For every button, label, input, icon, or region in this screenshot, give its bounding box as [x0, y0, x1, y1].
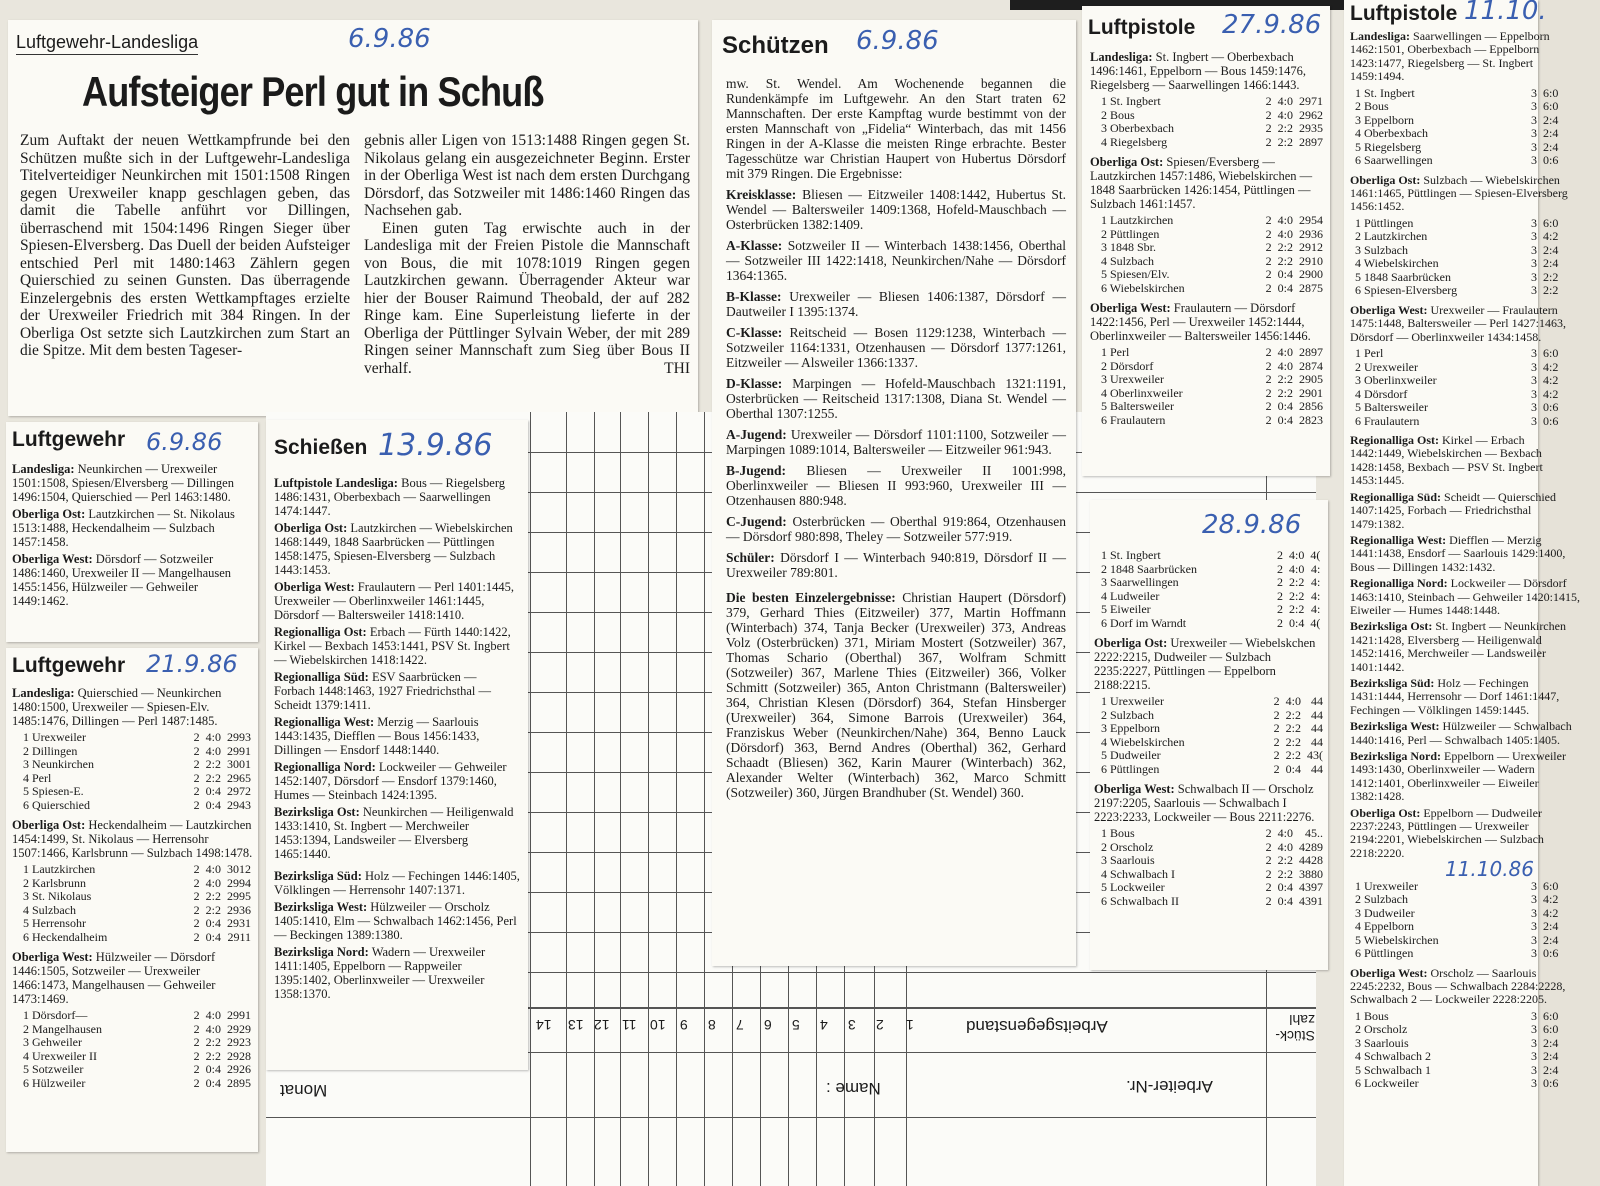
table-row: 1 St. Ingbert 2 4:0 4(: [1101, 548, 1321, 562]
result-paragraph: C-Klasse: Reitscheid — Bosen 1129:1238, Winterbach — Sotzweiler 1164:1331, Otzenhausen — Dörsdorf 1377:1261, Eitzweiler — Alsweiler 1366:1337.: [726, 325, 1066, 370]
handwritten-date: 28.9.86: [1202, 510, 1302, 540]
form-number: 13: [568, 1017, 584, 1033]
table-row: 1 Lautzkirchen 2 4:0 3012: [23, 862, 251, 876]
table-row: 2 Sulzbach 3 4:2: [1355, 892, 1559, 907]
table-row: 4 Urexweiler II 2 2:2 2928: [23, 1048, 251, 1063]
form-label-arbeiter-nr: Arbeiter-Nr.: [1126, 1077, 1213, 1096]
form-label-arbeitsgegenstand: Arbeitsgegenstand: [966, 1017, 1108, 1036]
article-column-2: [364, 132, 690, 378]
handwritten-date: 6.9.86: [146, 428, 223, 456]
result-paragraph: Oberliga Ost: Lautzkirchen — St. Nikolaus 1513:1488, Heckendalheim — Sulzbach 1457:1458.: [12, 507, 235, 549]
table-row: 3 Urexweiler 2 2:2 2905: [1101, 372, 1323, 386]
table-row: 4 Oberbexbach 3 2:4: [1355, 126, 1559, 141]
standings-table: [1098, 549, 1323, 630]
table-row: 4 Eppelborn 3 2:4: [1355, 919, 1559, 934]
form-number: 4: [820, 1017, 828, 1033]
standings-table: [1352, 1010, 1561, 1091]
clip-luftpistole-1: [1082, 6, 1330, 476]
result-paragraph: B-Klasse: Urexweiler — Bliesen 1406:1387, Dörsdorf — Dautweiler I 1395:1374.: [726, 289, 1066, 319]
form-number: 10: [650, 1017, 666, 1033]
form-number: 6: [764, 1017, 772, 1033]
clip-title: Luftpistole: [1088, 16, 1196, 39]
table-row: 6 Fraulautern 2 0:4 2823: [1101, 412, 1323, 427]
table-row: 1 Bous 2 4:0 45..: [1101, 826, 1323, 840]
result-paragraph: Regionalliga Ost: Erbach — Fürth 1440:1422, Kirkel — Bexbach 1453:1441, PSV St. Ingbert — Wiebelskirchen 1418:1422.: [274, 625, 511, 667]
form-number: 3: [848, 1017, 856, 1033]
table-row: 5 Dudweiler 2 2:2 43(: [1101, 748, 1323, 762]
table-row: 5 Sotzweiler 2 0:4 2926: [23, 1062, 251, 1076]
table-row: 6 Schwalbach II 2 0:4 4391: [1101, 893, 1323, 908]
handwritten-date: 6.9.86: [856, 26, 939, 56]
intro-paragraph: mw. St. Wendel. Am Wochenende begannen die Rundenkämpfe im Luftgewehr. An den Start traten 62 Mannschaften. Der erste Kampftag wurde bestimmt von der ersten Mannschaft von „Fidelia“ Winterbach, das mit 1456 Ringen in der A-Klasse die meisten Ringe erbrachte. Bester Tagesschütze war Christian Haupert von Hubertus Dörsdorf mit 379 Ringen. Die Ergebnisse:: [726, 76, 1066, 181]
table-row: 1 Dörsdorf— 2 4:0 2991: [23, 1008, 251, 1022]
table-row: 2 1848 Saarbrücken 2 4:0 4:: [1101, 561, 1321, 576]
article-column-2a: gebnis aller Ligen von 1513:1488 Ringen gegen St. Nikolaus gelang ein ausgezeichneter Beginn. Erster in der Oberliga West ist nach dem ersten Durchgang Dörsdorf, das Sotzweiler mit 1486:1460 Ringen das Nachsehen gab.: [364, 132, 690, 219]
form-number: 9: [680, 1017, 688, 1033]
handwritten-date: 13.9.86: [378, 428, 493, 463]
standings-table: [1352, 217, 1561, 298]
form-label-name: Name :: [826, 1079, 881, 1098]
table-row: 2 Sulzbach 2 2:2 44: [1101, 707, 1323, 722]
table-row: 6 Hülzweiler 2 0:4 2895: [23, 1075, 251, 1090]
table-row: 4 Perl 2 2:2 2965: [23, 770, 251, 785]
form-number: 14: [536, 1017, 552, 1033]
result-paragraph: Oberliga Ost: Lautzkirchen — Wiebelskirchen 1468:1449, 1848 Saarbrücken — Püttlingen 1458:1475, Spiesen-Elversberg — Sulzbach 1443:1453.: [274, 521, 513, 577]
standings-table: [1098, 346, 1326, 427]
table-row: 6 Püttlingen 2 0:4 44: [1101, 761, 1323, 776]
standings-table: [1098, 827, 1326, 908]
clip-luftgewehr-1: [6, 422, 258, 642]
article-kicker: Luftgewehr-Landesliga: [16, 32, 198, 55]
table-row: 6 Dorf im Warndt 2 0:4 4(: [1101, 615, 1321, 630]
result-paragraph: Regionalliga Nord: Lockweiler — Gehweiler 1452:1407, Dörsdorf — Ensdorf 1379:1460, Humes — Steinbach 1424:1395.: [274, 760, 507, 802]
table-row: 3 St. Nikolaus 2 2:2 2995: [23, 889, 251, 903]
table-row: 1 Püttlingen 3 6:0: [1355, 215, 1559, 230]
clip-results: Landesliga: St. Ingbert — Oberbexbach 1496:1461, Eppelborn — Bous 1459:1476, Riegelsberg — Saarwellingen 1466:1443. 1 St. Ingbert 2 4:0 2971 2 Bous 2 4:0 2962 3 Oberbexbach 2 2:2 2935 4 Riegelsberg 2 2:2 2897 Oberliga Ost: Spiesen/Eversberg — Lautzkirchen 1457:1486, Wiebelskirchen — 1848 Saarbrücken 1426:1454, Püttlingen — Sulzbach 1461:1457. 1 Lautzkirchen 2 4:0 2954 2 Püttlingen 2 4:0 2936 3 1848 Sbr. 2 2:2 2912 4 Sulzbach 2 2:2 2910 5 Spiesen/Elv. 2 0:4 2900 6 Wiebelskirchen 2 0:4 2875 Oberliga West: Fraulautern — Dörsdorf 1422:1456, Perl — Urexweiler 1452:1444, Oberlinxweiler — Baltersweiler 1456:1446. 1 Perl 2 4:0 2897 2 Dörsdorf 2 4:0 2874 3 Urexweiler 2 2:2 2905 4 Oberlinxweiler 2 2:2 2901 5 Baltersweiler 2 0:4 2856 6 Fraulautern 2 0:4 2823: [1090, 50, 1326, 433]
result-paragraph: Bezirksliga Ost: Neunkirchen — Heiligenwald 1433:1410, St. Ingbert — Merchweiler 1453:1394, Landsweiler — Elversberg 1465:1440.: [274, 805, 514, 861]
table-row: 1 Perl 2 4:0 2897: [1101, 345, 1323, 359]
result-paragraph: A-Klasse: Sotzweiler II — Winterbach 1438:1456, Oberthal — Sotzweiler III 1422:1418, Neunkirchen/Nahe — Dörsdorf 1364:1365.: [726, 238, 1066, 283]
table-row: 3 Eppelborn 3 2:4: [1355, 112, 1559, 127]
table-row: 3 Neunkirchen 2 2:2 3001: [23, 757, 251, 771]
form-number: 2: [876, 1017, 884, 1033]
form-number: 8: [708, 1017, 716, 1033]
article-author: THI: [664, 360, 690, 377]
table-row: 5 Spiesen-E. 2 0:4 2972: [23, 784, 251, 798]
clip-title: Luftgewehr: [12, 654, 126, 677]
result-paragraph: Schüler: Dörsdorf I — Winterbach 940:819, Dörsdorf II — Urexweiler 789:801.: [726, 550, 1066, 580]
table-row: 1 St. Ingbert 3 6:0: [1355, 85, 1559, 100]
form-label-monat: Monat: [280, 1081, 328, 1100]
table-row: 4 Sulzbach 2 2:2 2936: [23, 902, 251, 917]
clip-results: [12, 462, 252, 611]
best-results-paragraph: Die besten Einzelergebnisse: Christian Haupert (Dörsdorf) 379, Gerhard Thies (Eitzweiler) 377, Martin Hoffmann (Winterbach) 374, Tanja Becker (Urexweiler) 373, Andreas Volz (Osterbrücken) 371, Miriam Mostert (Sotzweiler) 367, Thomas Schario (Oberthal) 367, Wolfram Schmitt (Sotzweiler) 367, Marlene Thies (Eitzweiler) 366, Volker Schmitt (Sotzweiler) 365, Anton Christmann (Baltersweiler) 364, Christian Klesen (Dörsdorf) 364, Stefan Hinsberger (Urexweiler) 364, Simone Barrois (Urexweiler) 364, Franziskus Weber (Neunkirchen/Nahe) 364, Benno Lauck (Dörsdorf) 363, Bernd Andres (Oberthal) 362, Gerhard Schaadt (Bliesen) 362, Karin Maurer (Winterbach) 362, Alexander Welter (Winterbach) 362, Marco Schmitt (Sotzweiler) 360, Jürgen Brandhuber (St. Wendel) 360.: [726, 590, 1066, 800]
handwritten-date: 6.9.86: [348, 24, 431, 54]
table-row: 1 Urexweiler 2 4:0 2993: [23, 730, 251, 744]
result-paragraph: Luftpistole Landesliga: Bous — Riegelsberg 1486:1431, Oberbexbach — Saarwellingen 1474:1447.: [274, 476, 506, 518]
table-row: 2 Lautzkirchen 3 4:2: [1355, 229, 1559, 244]
table-row: 5 Baltersweiler 3 0:6: [1355, 400, 1559, 415]
handwritten-date: 11.10.: [1464, 0, 1547, 26]
table-row: 4 Schwalbach I 2 2:2 3880: [1101, 866, 1323, 881]
result-paragraph: Regionalliga West: Merzig — Saarlouis 1443:1435, Diefflen — Bous 1456:1433, Dillingen — Ensdorf 1448:1440.: [274, 715, 480, 757]
handwritten-date: 27.9.86: [1222, 10, 1322, 40]
result-paragraph: Bezirksliga Nord: Wadern — Urexweiler 1411:1405, Eppelborn — Rappweiler 1395:1402, Oberlinxweiler — Urexweiler 1358:1370.: [274, 945, 486, 1001]
standings-table: [1352, 87, 1561, 168]
table-row: 4 Sulzbach 2 2:2 2910: [1101, 253, 1323, 268]
table-row: 2 Püttlingen 2 4:0 2936: [1101, 226, 1323, 241]
result-paragraph: Bezirksliga West: Hülzweiler — Orscholz 1405:1410, Elm — Schwalbach 1462:1456, Perl — Beckingen 1389:1380.: [274, 900, 517, 942]
table-row: 3 1848 Sbr. 2 2:2 2912: [1101, 240, 1323, 254]
clip-title: Schießen: [274, 436, 368, 459]
clip-title: Luftgewehr: [12, 428, 126, 451]
table-row: 4 Dörsdorf 3 4:2: [1355, 386, 1559, 401]
result-paragraph: Oberliga West: Dörsdorf — Sotzweiler 1486:1460, Urexweiler II — Mangelhausen 1455:1456, Hülzweiler — Gehweiler 1449:1462.: [12, 552, 232, 608]
table-row: 4 Ludweiler 2 2:2 4:: [1101, 588, 1321, 603]
form-number: 7: [736, 1017, 744, 1033]
result-paragraph: C-Jugend: Osterbrücken — Oberthal 919:864, Otzenhausen — Dörsdorf 980:898, Theley — Sotzweiler 577:919.: [726, 514, 1066, 544]
table-row: 2 Orscholz 3 6:0: [1355, 1022, 1559, 1037]
table-row: 6 Heckendalheim 2 0:4 2911: [23, 929, 251, 944]
clip-title: Schützen: [722, 32, 829, 59]
table-row: 1 St. Ingbert 2 4:0 2971: [1101, 94, 1323, 108]
clip-results: 1 St. Ingbert 2 4:0 4( 2 1848 Saarbrücken 2 4:0 4: 3 Saarwellingen 2 2:2 4: 4 Ludweiler 2 2:2 4: 5 Eiweiler 2 2:2 4: 6 Dorf im Warndt 2 0:4 4( Oberliga Ost: Urexweiler — Wiebelskchen 2222:2215, Dudweiler — Sulzbach 2235:2227, Püttlingen — Eppelborn 2188:2215. 1 Urexweiler 2 4:0 44 2 Sulzbach 2 2:2 44 3 Eppelborn 2 2:2 44 4 Wiebelskirchen 2 2:2 44 5 Dudweiler 2 2:2 43( 6 Püttlingen 2 0:4 44 Oberliga West: Schwalbach II — Orscholz 2197:2205, Saarlouis — Schwalbach I 2223:2233, Lockweiler — Bous 2211:2276. 1 Bous 2 4:0 45.. 2 Orscholz 2 4:0 4289 3 Saarlouis 2 2:2 4428 4 Schwalbach I 2 2:2 3880 5 Lockweiler 2 0:4 4397 6 Schwalbach II 2 0:4 4391: [1090, 546, 1326, 914]
clip-results: Landesliga: Quierschied — Neunkirchen 1480:1500, Urexweiler — Spiesen-Elv. 1485:1476, Dillingen — Perl 1487:1485. 1 Urexweiler 2 4:0 2993 2 Dillingen 2 4:0 2991 3 Neunkirchen 2 2:2 3001 4 Perl 2 2:2 2965 5 Spiesen-E. 2 0:4 2972 6 Quierschied 2 0:4 2943 Oberliga Ost: Heckendalheim — Lautzkirchen 1454:1499, St. Nikolaus — Herrensohr 1507:1466, Karlsbrunn — Sulzbach 1498:1478. 1 Lautzkirchen 2 4:0 3012 2 Karlsbrunn 2 4:0 2994 3 St. Nikolaus 2 2:2 2995 4 Sulzbach 2 2:2 2936 5 Herrensohr 2 0:4 2931 6 Heckendalheim 2 0:4 2911 Oberliga West: Hülzweiler — Dörsdorf 1446:1505, Sotzweiler — Urexweiler 1466:1473, Mangelhausen — Gehweiler 1473:1469. 1 Dörsdorf— 2 4:0 2991 2 Mangelhausen 2 4:0 2929 3 Gehweiler 2 2:2 2923 4 Urexweiler II 2 2:2 2928 5 Sotzweiler 2 0:4 2926 6 Hülzweiler 2 0:4 2895: [12, 686, 253, 1090]
clip-luftgewehr-2: [6, 648, 258, 1152]
table-row: 5 Riegelsberg 3 2:4: [1355, 139, 1559, 154]
form-number: 11: [622, 1017, 637, 1033]
table-row: 4 Oberlinxweiler 2 2:2 2901: [1101, 385, 1323, 400]
table-row: 3 Saarlouis 3 2:4: [1355, 1035, 1559, 1050]
table-row: 5 Lockweiler 2 0:4 4397: [1101, 880, 1323, 894]
table-row: 4 Schwalbach 2 3 2:4: [1355, 1049, 1559, 1064]
table-row: 2 Dillingen 2 4:0 2991: [23, 743, 251, 758]
table-row: 3 Dudweiler 3 4:2: [1355, 905, 1559, 920]
table-row: 3 Sulzbach 3 2:4: [1355, 242, 1559, 257]
standings-table: [1352, 347, 1561, 428]
clip-schuetzen: [712, 20, 1076, 966]
table-row: 5 1848 Saarbrücken 3 2:2: [1355, 269, 1559, 284]
table-row: 6 Lockweiler 3 0:6: [1355, 1076, 1559, 1091]
table-row: 6 Saarwellingen 3 0:6: [1355, 153, 1559, 168]
table-row: 5 Herrensohr 2 0:4 2931: [23, 916, 251, 930]
table-row: 4 Wiebelskirchen 2 2:2 44: [1101, 734, 1323, 749]
result-paragraph: Kreisklasse: Bliesen — Eitzweiler 1408:1442, Hubertus St. Wendel — Baltersweiler 1409:1368, Hofeld-Mauschbach — Osterbrücken 1382:1409.: [726, 187, 1066, 232]
table-row: 3 Oberlinxweiler 3 4:2: [1355, 373, 1559, 388]
table-row: 5 Baltersweiler 2 0:4 2856: [1101, 399, 1323, 413]
handwritten-date: 11.10.86: [1444, 857, 1534, 882]
table-row: 5 Spiesen/Elv. 2 0:4 2900: [1101, 267, 1323, 281]
table-row: 1 Urexweiler 3 6:0: [1355, 878, 1559, 893]
table-row: 3 Eppelborn 2 2:2 44: [1101, 721, 1323, 735]
clip-results: Landesliga: Saarwellingen — Eppelborn 1462:1501, Oberbexbach — Eppelborn 1423:1477, Riegelsberg — St. Ingbert 1459:1494. 1 St. Ingbert 3 6:0 2 Bous 3 6:0 3 Eppelborn 3 2:4 4 Oberbexbach 3 2:4 5 Riegelsberg 3 2:4 6 Saarwellingen 3 0:6 Oberliga Ost: Sulzbach — Wiebelskirchen 1461:1465, Püttlingen — Spiesen-Elversberg 1456:1452. 1 Püttlingen 3 6:0 2 Lautzkirchen 3 4:2 3 Sulzbach 3 2:4 4 Wiebelskirchen 3 2:4 5 1848 Saarbrücken 3 2:2 6 Spiesen-Elversberg 3 2:2 Oberliga West: Urexweiler — Fraulautern 1475:1448, Baltersweiler — Perl 1427:1463, Dörsdorf — Oberlinxweiler 1434:1458. 1 Perl 3 6:0 2 Urexweiler 3 4:2 3 Oberlinxweiler 3 4:2 4 Dörsdorf 3 4:2 5 Baltersweiler 3 0:6 6 Fraulautern 3 0:6 Regionalliga Ost: Kirkel — Erbach 1442:1449, Wiebelskirchen — Bexbach 1428:1458, Bexbach — PSV St. Ingbert 1453:1445. Regionalliga Süd: Scheidt — Quierschied 1407:1425, Forbach — Friedrichsthal 1479:1382. Regionalliga West: Diefflen — Merzig 1441:1438, Ensdorf — Saarlouis 1429:1400, Bous — Dillingen 1432:1432. Regionalliga Nord: Lockweiler — Dörsdorf 1463:1410, Steinbach — Gehweiler 1420:1415, Eiweiler — Humes 1448:1448. Bezirksliga Ost: St. Ingbert — Neunkirchen 1421:1428, Elversberg — Heiligenwald 1452:1416, Merchweiler — Landsweiler 1401:1442. Bezirksliga Süd: Holz — Fechingen 1431:1444, Herrensohr — Dorf 1461:1447, Fechingen — Völklingen 1459:1445. Bezirksliga West: Hülzweiler — Schwalbach 1440:1416, Perl — Schwalbach 1405:1405. Bezirksliga Nord: Eppelborn — Urexweiler 1493:1430, Oberlinxweiler — Wadern 1412:1401, Oberlinxweiler — Eiweiler 1382:1428. Oberliga Ost: Eppelborn — Dudweiler 2237:2243, Püttlingen — Urexweiler 2194:2201, Wiebelskirchen — Sulzbach 2218:2220. 11.10.86 1 Urexweiler 3 6:0 2 Sulzbach 3 4:2 3 Dudweiler 3 4:2 4 Eppelborn 3 2:4 5 Wiebelskirchen 3 2:4 6 Püttlingen 3 0:6 Oberliga West: Orscholz — Saarlouis 2245:2232, Bous — Schwalbach 2284:2228, Schwalbach 2 — Lockweiler 2228:2205. 1 Bous 3 6:0 2 Orscholz 3 6:0 3 Saarlouis 3 2:4 4 Schwalbach 2 3 2:4 5 Schwalbach 1 3 2:4 6 Lockweiler 3 0:6: [1350, 29, 1580, 1091]
clip-luftpistole-2: [1090, 500, 1328, 970]
table-row: 5 Schwalbach 1 3 2:4: [1355, 1062, 1559, 1077]
table-row: 4 Riegelsberg 2 2:2 2897: [1101, 134, 1323, 149]
table-row: 1 Perl 3 6:0: [1355, 346, 1559, 361]
table-row: 2 Urexweiler 3 4:2: [1355, 359, 1559, 374]
table-row: 5 Wiebelskirchen 3 2:4: [1355, 932, 1559, 947]
article-column-2b: Einen guten Tag erwischte auch in der Landesliga mit der Freien Pistole die Mannschaft von Bous, die mit 1078:1019 Ringen gegen Lautzkirchen gewann. Überragender Akteur war hier der Bouser Raimund Theobald, der auf 282 Ringe kam. Eine Superleistung lieferte in der Oberliga der Püttlinger Sylvain Weber, der mit 289 Ringen seiner Mannschaft zum Sieg über Bous II verhalf.: [364, 219, 690, 377]
table-row: 1 Lautzkirchen 2 4:0 2954: [1101, 213, 1323, 227]
table-row: 1 Bous 3 6:0: [1355, 1008, 1559, 1023]
table-row: 2 Dörsdorf 2 4:0 2874: [1101, 358, 1323, 373]
form-number: 5: [792, 1017, 800, 1033]
standings-table: [20, 863, 254, 944]
table-row: 6 Spiesen-Elversberg 3 2:2: [1355, 283, 1559, 298]
table-row: 2 Bous 2 4:0 2962: [1101, 107, 1323, 122]
table-row: 3 Saarwellingen 2 2:2 4:: [1101, 575, 1321, 589]
clip-schiessen: [266, 420, 528, 1070]
table-row: 6 Wiebelskirchen 2 0:4 2875: [1101, 280, 1323, 295]
form-number: 1: [906, 1017, 914, 1033]
form-label-stueckzahl: Stück-zahl: [1275, 1012, 1315, 1044]
table-row: 1 Urexweiler 2 4:0 44: [1101, 694, 1323, 708]
clip-results: [726, 76, 1066, 803]
standings-table: [20, 1009, 254, 1090]
table-row: 2 Bous 3 6:0: [1355, 99, 1559, 114]
table-row: 6 Fraulautern 3 0:6: [1355, 413, 1559, 428]
result-paragraph: A-Jugend: Urexweiler — Dörsdorf 1101:1100, Sotzweiler — Marpingen 1089:1014, Baltersweiler — Eitzweiler 961:943.: [726, 427, 1066, 457]
clip-results: [274, 476, 520, 1004]
result-paragraph: B-Jugend: Bliesen — Urexweiler II 1001:998, Oberlinxweiler — Bliesen II 993:960, Urexweiler III — Otzenhausen 880:948.: [726, 463, 1066, 508]
main-article-clipping: [8, 20, 698, 416]
result-paragraph: Bezirksliga Süd: Holz — Fechingen 1446:1405, Völklingen — Herrensohr 1407:1371.: [274, 869, 520, 897]
table-row: 2 Karlsbrunn 2 4:0 2994: [23, 875, 251, 890]
table-row: 2 Mangelhausen 2 4:0 2929: [23, 1021, 251, 1036]
table-row: 4 Wiebelskirchen 3 2:4: [1355, 256, 1559, 271]
standings-table: [1098, 95, 1326, 149]
form-number: 12: [594, 1017, 610, 1033]
table-row: 5 Eiweiler 2 2:2 4:: [1101, 602, 1321, 616]
table-row: 3 Oberbexbach 2 2:2 2935: [1101, 121, 1323, 135]
result-paragraph: Oberliga West: Fraulautern — Perl 1401:1445, Urexweiler — Oberlinxweiler 1461:1445, Dörsdorf — Baltersweiler 1418:1410.: [274, 580, 515, 622]
table-row: 6 Quierschied 2 0:4 2943: [23, 797, 251, 812]
result-paragraph: D-Klasse: Marpingen — Hofeld-Mauschbach 1321:1191, Osterbrücken — Reitscheid 1317:1308, Diana St. Wendel — Oberthal 1307:1255.: [726, 376, 1066, 421]
standings-table: [1098, 695, 1326, 776]
result-paragraph: Regionalliga Süd: ESV Saarbrücken — Forbach 1448:1463, 1927 Friedrichsthal — Scheidt 1379:1411.: [274, 670, 491, 712]
standings-table: [1098, 214, 1326, 295]
table-row: 3 Saarlouis 2 2:2 4428: [1101, 853, 1323, 867]
table-row: 2 Orscholz 2 4:0 4289: [1101, 839, 1323, 854]
clip-luftpistole-3: [1344, 0, 1580, 1186]
article-headline: Aufsteiger Perl gut in Schuß: [82, 68, 544, 115]
result-paragraph: Landesliga: Neunkirchen — Urexweiler 1501:1508, Spiesen/Elversberg — Dillingen 1496:1504, Quierschied — Perl 1463:1480.: [12, 462, 234, 504]
standings-table: [1352, 880, 1561, 961]
standings-table: [20, 731, 254, 812]
article-column-1: Zum Auftakt der neuen Wettkampfrunde bei den Schützen mußte sich in der Luftgewehr-Landesliga Titelverteidiger Neunkirchen mit 1501:1508 Ringen gegen Urexweiler knapp geschlagen geben, das damit die Tabelle anführt vor Dillingen, überraschend mit 1504:1496 Ringen Sieger über Spiesen-Elversberg. Das Duell der beiden Aufsteiger entschied Perl mit 1480:1463 Zählern gegen Quierschied zu seinen Gunsten. Das überragende Einzelergebnis des ersten Wettkampftages erzielte der Urexweiler Friedrich mit 384 Ringen. In der Oberliga Ost setzte sich Lautzkirchen zum Start an die Spitze. Mit dem besten Tageser-: [20, 132, 350, 359]
handwritten-date: 21.9.86: [146, 650, 238, 678]
clip-title: Luftpistole: [1350, 2, 1458, 25]
table-row: 3 Gehweiler 2 2:2 2923: [23, 1035, 251, 1049]
table-row: 6 Püttlingen 3 0:6: [1355, 946, 1559, 961]
